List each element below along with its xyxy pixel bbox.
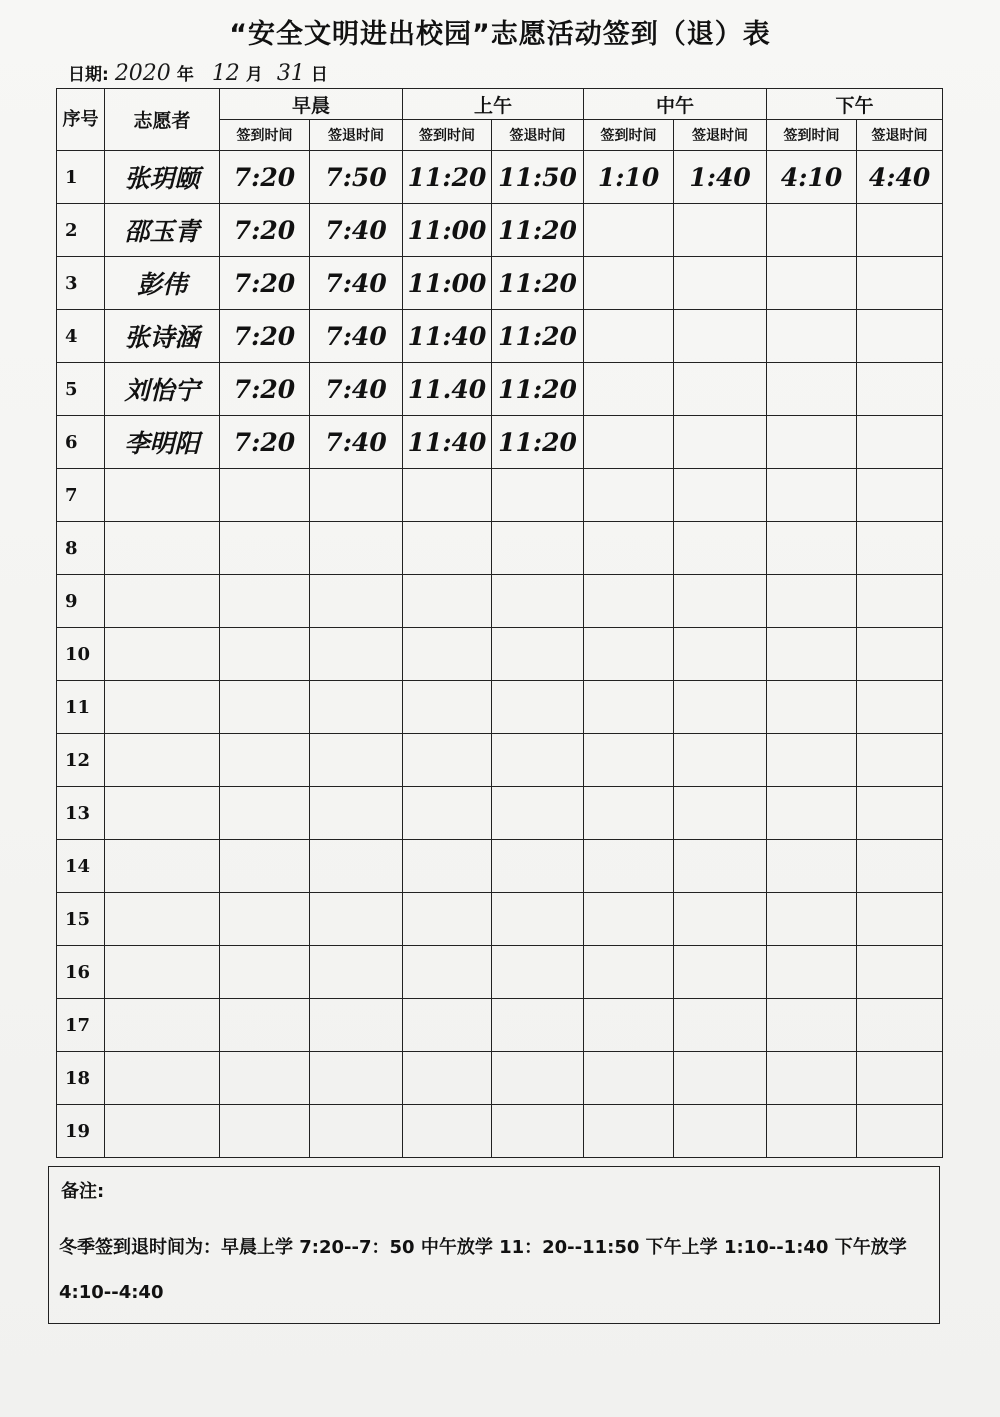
table-row [57, 204, 943, 257]
header-period-morning: 早晨 [220, 89, 403, 120]
sign-out-time [492, 1105, 584, 1158]
row-number: 10 [57, 628, 105, 681]
remarks-text: 冬季签到退时间为：早晨上学 7:20--7：50 中午放学 11：20--11:50 下午上学 1:10--1:40 下午放学 4:10--4:40 [59, 1237, 907, 1303]
sign-in-time [767, 628, 857, 681]
sign-in-time [767, 416, 857, 469]
table-row [57, 1052, 943, 1105]
sign-out-time [492, 575, 584, 628]
table-row [57, 787, 943, 840]
sign-in-time [403, 734, 492, 787]
sign-in-time [220, 575, 310, 628]
sign-out-time [492, 628, 584, 681]
sign-out-time: 11:50 [492, 151, 584, 204]
sign-out-time [310, 681, 403, 734]
sign-out-time: 7:40 [310, 204, 403, 257]
sign-out-time [310, 999, 403, 1052]
table-row [57, 946, 943, 999]
table-row [57, 575, 943, 628]
table-row [57, 1105, 943, 1158]
sign-in-time [403, 999, 492, 1052]
row-number: 7 [57, 469, 105, 522]
volunteer-name [105, 840, 220, 893]
volunteer-name [105, 734, 220, 787]
sign-in-time: 11:00 [403, 204, 492, 257]
volunteer-name: 刘怡宁 [105, 363, 220, 416]
sign-out-time [310, 522, 403, 575]
table-row [57, 628, 943, 681]
table-row [57, 257, 943, 310]
sign-out-time [674, 999, 767, 1052]
sign-out-time [674, 893, 767, 946]
sign-in-time [584, 363, 674, 416]
volunteer-name [105, 522, 220, 575]
sign-in-time [584, 1105, 674, 1158]
table-row [57, 999, 943, 1052]
sign-in-time [220, 893, 310, 946]
sign-in-time [403, 681, 492, 734]
sign-in-time [767, 257, 857, 310]
sign-out-time [492, 734, 584, 787]
sign-in-time [767, 575, 857, 628]
sign-out-time [857, 628, 943, 681]
sign-out-time [492, 787, 584, 840]
header-period-forenoon: 上午 [403, 89, 584, 120]
sign-in-time [584, 840, 674, 893]
sign-in-time: 11.40 [403, 363, 492, 416]
volunteer-name [105, 999, 220, 1052]
sign-in-time: 11:20 [403, 151, 492, 204]
sign-out-time: 11:20 [492, 416, 584, 469]
sign-out-time [674, 628, 767, 681]
sign-out-time [310, 1052, 403, 1105]
sign-out-time [310, 628, 403, 681]
table-row [57, 893, 943, 946]
sign-out-time: 7:40 [310, 363, 403, 416]
sign-in-time [403, 946, 492, 999]
sign-in-time [767, 999, 857, 1052]
header-sign-in: 签到时间 [403, 120, 492, 151]
sign-in-time [403, 469, 492, 522]
sign-in-time [767, 363, 857, 416]
sign-in-time [584, 787, 674, 840]
volunteer-name: 李明阳 [105, 416, 220, 469]
sign-in-time [584, 469, 674, 522]
sign-in-time [584, 1052, 674, 1105]
date-label: 日期: [68, 65, 109, 85]
sign-in-time [403, 787, 492, 840]
sign-out-time [674, 522, 767, 575]
sign-out-time [674, 1105, 767, 1158]
sign-in-time [403, 840, 492, 893]
sign-out-time [674, 416, 767, 469]
sign-in-time [584, 257, 674, 310]
row-number: 12 [57, 734, 105, 787]
sign-out-time [674, 257, 767, 310]
sign-out-time: 7:40 [310, 416, 403, 469]
sign-out-time [310, 575, 403, 628]
sign-in-time [767, 946, 857, 999]
sign-out-time [674, 681, 767, 734]
sign-in-time [220, 999, 310, 1052]
sign-out-time: 11:20 [492, 204, 584, 257]
sign-in-time [584, 893, 674, 946]
sign-out-time [674, 946, 767, 999]
sign-in-time: 11:40 [403, 416, 492, 469]
table-row [57, 310, 943, 363]
sign-in-time [403, 1105, 492, 1158]
sign-out-time [857, 681, 943, 734]
sign-in-time [584, 628, 674, 681]
date-month: 12 [211, 61, 240, 86]
table-row [57, 522, 943, 575]
sign-out-time: 7:40 [310, 257, 403, 310]
date-day: 31 [276, 61, 305, 86]
sign-in-time: 7:20 [220, 310, 310, 363]
volunteer-name: 邵玉青 [105, 204, 220, 257]
sign-in-time [403, 1052, 492, 1105]
row-number: 2 [57, 204, 105, 257]
table-row [57, 734, 943, 787]
sign-in-time: 11:40 [403, 310, 492, 363]
header-period-noon: 中午 [584, 89, 767, 120]
sign-in-time: 1:10 [584, 151, 674, 204]
sign-in-time [220, 628, 310, 681]
sign-in-time [767, 893, 857, 946]
sign-in-time [767, 840, 857, 893]
header-sign-out: 签退时间 [857, 120, 943, 151]
sign-in-time [767, 681, 857, 734]
sign-in-time [584, 522, 674, 575]
sign-out-time [857, 1105, 943, 1158]
sign-in-time [767, 1052, 857, 1105]
date-year: 2020 [114, 61, 171, 86]
sign-out-time: 11:20 [492, 257, 584, 310]
volunteer-name [105, 893, 220, 946]
sign-in-time [220, 469, 310, 522]
sign-in-time [220, 681, 310, 734]
sign-out-time [492, 840, 584, 893]
sign-out-time [674, 469, 767, 522]
volunteer-name [105, 681, 220, 734]
sign-in-time [403, 575, 492, 628]
date-month-unit: 月 [245, 65, 263, 85]
row-number: 18 [57, 1052, 105, 1105]
sign-out-time [492, 946, 584, 999]
sign-in-time [584, 946, 674, 999]
sign-in-time [767, 204, 857, 257]
sign-out-time [674, 204, 767, 257]
header-sign-out: 签退时间 [674, 120, 767, 151]
header-sign-in: 签到时间 [220, 120, 310, 151]
page-title: “安全文明进出校园”志愿活动签到（退）表 [229, 19, 771, 50]
volunteer-name: 张玥颐 [105, 151, 220, 204]
row-number: 5 [57, 363, 105, 416]
sign-out-time [857, 840, 943, 893]
sign-out-time [857, 946, 943, 999]
sign-in-time [767, 1105, 857, 1158]
date-line [68, 60, 328, 86]
table-row [57, 840, 943, 893]
sign-out-time: 7:50 [310, 151, 403, 204]
sign-out-time [857, 363, 943, 416]
volunteer-name [105, 469, 220, 522]
sign-in-time [767, 469, 857, 522]
header-sign-out: 签退时间 [492, 120, 584, 151]
sign-out-time [310, 840, 403, 893]
sign-out-time [674, 734, 767, 787]
sign-out-time [674, 575, 767, 628]
sign-out-time [857, 893, 943, 946]
sign-in-time [584, 310, 674, 363]
sign-out-time [310, 469, 403, 522]
sign-out-time: 11:20 [492, 363, 584, 416]
sign-out-time [310, 946, 403, 999]
row-number: 14 [57, 840, 105, 893]
sign-out-time [857, 787, 943, 840]
sign-in-time: 4:10 [767, 151, 857, 204]
volunteer-name: 彭伟 [105, 257, 220, 310]
remarks-label: 备注: [61, 1181, 105, 1202]
sign-out-time [492, 893, 584, 946]
sign-in-time [584, 734, 674, 787]
sign-out-time [857, 522, 943, 575]
sign-in-time: 7:20 [220, 204, 310, 257]
sign-out-time [492, 1052, 584, 1105]
row-number: 19 [57, 1105, 105, 1158]
sign-out-time [857, 734, 943, 787]
sign-in-time [584, 999, 674, 1052]
sign-out-time [857, 204, 943, 257]
sign-in-time [220, 734, 310, 787]
sign-in-time [220, 840, 310, 893]
sign-out-time [857, 310, 943, 363]
header-sign-out: 签退时间 [310, 120, 403, 151]
row-number: 4 [57, 310, 105, 363]
date-day-unit: 日 [310, 65, 328, 85]
sign-out-time [674, 1052, 767, 1105]
attendance-table [56, 88, 943, 1158]
sign-in-time [220, 946, 310, 999]
sign-in-time [767, 310, 857, 363]
volunteer-name [105, 787, 220, 840]
header-volunteer: 志愿者 [105, 89, 220, 151]
row-number: 16 [57, 946, 105, 999]
sign-out-time [857, 1052, 943, 1105]
sign-in-time [220, 522, 310, 575]
header-period-afternoon: 下午 [767, 89, 943, 120]
table-row [57, 469, 943, 522]
sign-in-time [220, 787, 310, 840]
sign-out-time: 7:40 [310, 310, 403, 363]
sign-out-time [310, 893, 403, 946]
table-row [57, 151, 943, 204]
sign-in-time [220, 1052, 310, 1105]
row-number: 8 [57, 522, 105, 575]
sign-out-time [492, 681, 584, 734]
row-number: 17 [57, 999, 105, 1052]
remarks-box [48, 1166, 940, 1324]
sign-out-time: 4:40 [857, 151, 943, 204]
row-number: 9 [57, 575, 105, 628]
table-row [57, 363, 943, 416]
sign-in-time [403, 522, 492, 575]
sign-in-time [584, 575, 674, 628]
sign-out-time [674, 787, 767, 840]
sign-out-time [492, 469, 584, 522]
sign-out-time [857, 999, 943, 1052]
sign-in-time [584, 681, 674, 734]
sign-in-time [584, 204, 674, 257]
sign-in-time: 7:20 [220, 363, 310, 416]
table-row [57, 681, 943, 734]
sign-out-time [492, 999, 584, 1052]
sign-in-time [403, 628, 492, 681]
sign-in-time [403, 893, 492, 946]
sign-out-time [310, 1105, 403, 1158]
sign-out-time [674, 840, 767, 893]
volunteer-name [105, 1105, 220, 1158]
sign-in-time [767, 734, 857, 787]
sign-in-time: 7:20 [220, 257, 310, 310]
sign-out-time [310, 734, 403, 787]
table-body [57, 151, 943, 1158]
row-number: 11 [57, 681, 105, 734]
sign-out-time [857, 469, 943, 522]
sign-out-time [857, 575, 943, 628]
table-row [57, 416, 943, 469]
volunteer-name: 张诗涵 [105, 310, 220, 363]
volunteer-name [105, 946, 220, 999]
header-seq: 序号 [57, 89, 105, 151]
row-number: 15 [57, 893, 105, 946]
sign-out-time [857, 257, 943, 310]
row-number: 1 [57, 151, 105, 204]
row-number: 3 [57, 257, 105, 310]
row-number: 13 [57, 787, 105, 840]
volunteer-name [105, 1052, 220, 1105]
volunteer-name [105, 628, 220, 681]
sign-out-time [857, 416, 943, 469]
sign-in-time [767, 787, 857, 840]
sign-in-time [220, 1105, 310, 1158]
sign-out-time: 1:40 [674, 151, 767, 204]
date-year-unit: 年 [176, 65, 194, 85]
sign-in-time: 7:20 [220, 151, 310, 204]
sign-in-time: 11:00 [403, 257, 492, 310]
sign-in-time [767, 522, 857, 575]
sign-out-time [492, 522, 584, 575]
sign-in-time [584, 416, 674, 469]
sign-out-time [674, 363, 767, 416]
header-sign-in: 签到时间 [767, 120, 857, 151]
volunteer-name [105, 575, 220, 628]
header-sign-in: 签到时间 [584, 120, 674, 151]
sign-out-time [674, 310, 767, 363]
row-number: 6 [57, 416, 105, 469]
sign-out-time: 11:20 [492, 310, 584, 363]
sign-in-time: 7:20 [220, 416, 310, 469]
sign-out-time [310, 787, 403, 840]
